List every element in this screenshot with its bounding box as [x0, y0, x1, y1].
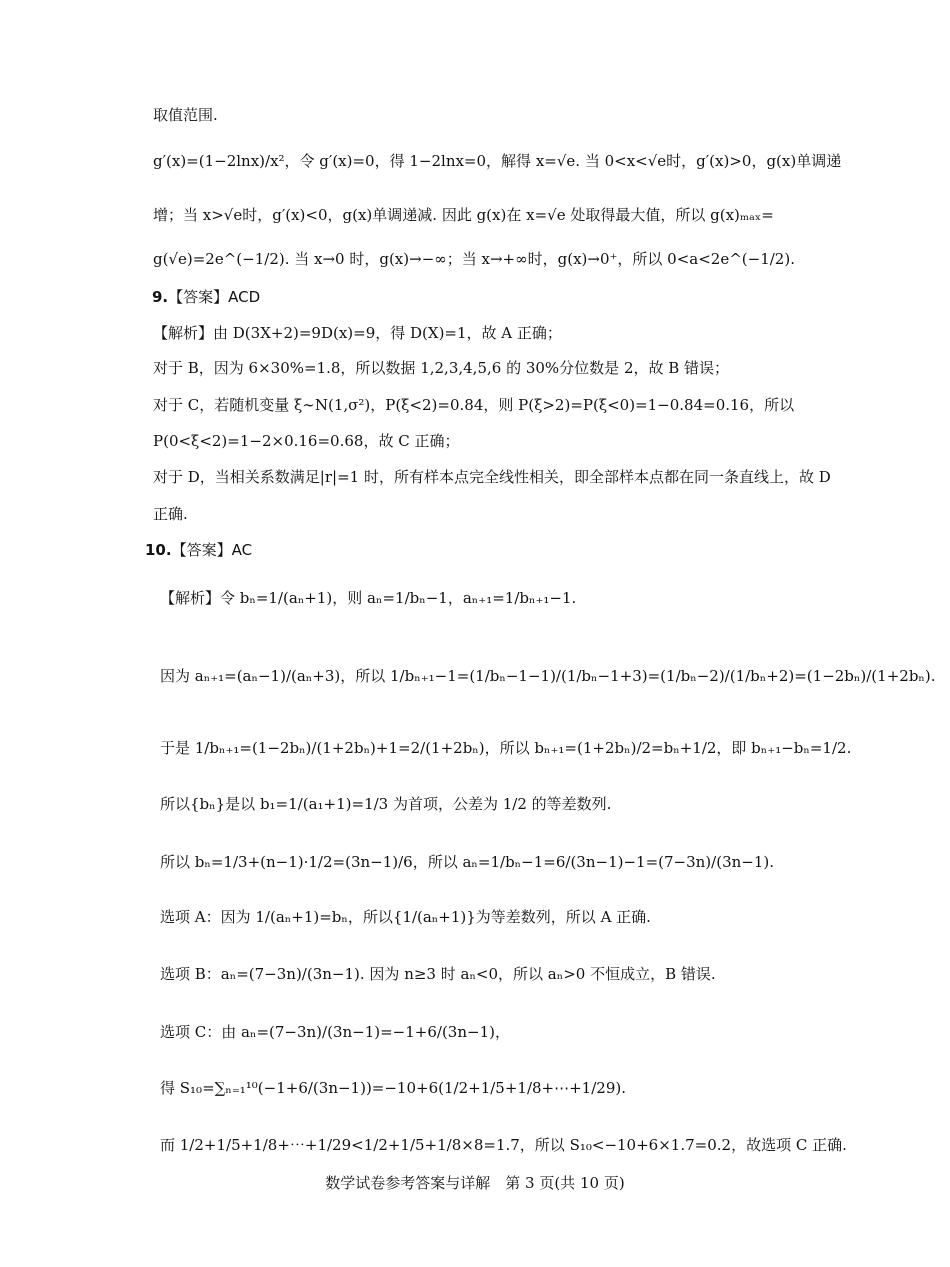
- text-line: 【解析】令 bₙ=1/(aₙ+1)，则 aₙ=1/bₙ−1，aₙ₊₁=1/bₙ₊₁−1.: [160, 589, 577, 607]
- text-line: 【解析】由 D(3X+2)=9D(x)=9，得 D(X)=1，故 A 正确；: [153, 324, 562, 342]
- text-line: 选项 B：aₙ=(7−3n)/(3n−1). 因为 n≥3 时 aₙ<0，所以 aₙ>0 不恒成立，B 错误.: [160, 965, 716, 983]
- text-line: 正确.: [153, 505, 188, 523]
- text-line: 而 1/2+1/5+1/8+⋯+1/29<1/2+1/5+1/8×8=1.7，所以 S₁₀<−10+6×1.7=0.2，故选项 C 正确.: [160, 1136, 847, 1154]
- text-line: 对于 C，若随机变量 ξ∼N(1,σ²)，P(ξ<2)=0.84，则 P(ξ>2)=P(ξ<0)=1−0.84=0.16，所以: [153, 396, 795, 414]
- page-footer: 数学试卷参考答案与详解 第 3 页(共 10 页): [325, 1174, 625, 1192]
- text-line: 得 S₁₀=∑ₙ₌₁¹⁰(−1+6/(3n−1))=−10+6(1/2+1/5+1/8+⋯+1/29).: [160, 1079, 626, 1097]
- text-line: 于是 1/bₙ₊₁=(1−2bₙ)/(1+2bₙ)+1=2/(1+2bₙ)，所以 bₙ₊₁=(1+2bₙ)/2=bₙ+1/2，即 bₙ₊₁−bₙ=1/2.: [160, 739, 852, 757]
- text-line: 增；当 x>√e时，g′(x)<0，g(x)单调递减. 因此 g(x)在 x=√e 处取得最大值，所以 g(x)ₘₐₓ=: [153, 206, 774, 224]
- text-line: 所以 bₙ=1/3+(n−1)·1/2=(3n−1)/6，所以 aₙ=1/bₙ−1=6/(3n−1)−1=(7−3n)/(3n−1).: [160, 853, 775, 871]
- text-line: 选项 A：因为 1/(aₙ+1)=bₙ，所以{1/(aₙ+1)}为等差数列，所以 A 正确.: [160, 908, 651, 926]
- question-9-answer: 9.【答案】ACD: [152, 288, 261, 306]
- question-10-answer: 10.【答案】AC: [145, 541, 253, 559]
- text-line: P(0<ξ<2)=1−2×0.16=0.68，故 C 正确；: [153, 432, 460, 450]
- text-line: 因为 aₙ₊₁=(aₙ−1)/(aₙ+3)，所以 1/bₙ₊₁−1=(1/bₙ−1−1)/(1/bₙ−1+3)=(1/bₙ−2)/(1/bₙ+2)=(1−2bₙ)/(1+2bₙ).: [160, 667, 936, 685]
- question-number: 10.: [145, 541, 172, 559]
- text-line: 对于 B，因为 6×30%=1.8，所以数据 1,2,3,4,5,6 的 30%分位数是 2，故 B 错误；: [153, 359, 730, 377]
- text-line: g′(x)=(1−2lnx)/x²，令 g′(x)=0，得 1−2lnx=0，解得 x=√e. 当 0<x<√e时，g′(x)>0，g(x)单调递: [153, 152, 842, 170]
- text-line: 所以{bₙ}是以 b₁=1/(a₁+1)=1/3 为首项，公差为 1/2 的等差数列.: [160, 795, 612, 813]
- question-number: 9.: [152, 288, 169, 306]
- text-line: 对于 D，当相关系数满足|r|=1 时，所有样本点完全线性相关，即全部样本点都在同一条直线上，故 D: [153, 468, 831, 486]
- text-line: 取值范围.: [153, 106, 218, 124]
- text-line: g(√e)=2e^(−1/2). 当 x→0 时，g(x)→−∞；当 x→+∞时，g(x)→0⁺，所以 0<a<2e^(−1/2).: [153, 250, 795, 268]
- text-line: 选项 C：由 aₙ=(7−3n)/(3n−1)=−1+6/(3n−1)，: [160, 1023, 510, 1041]
